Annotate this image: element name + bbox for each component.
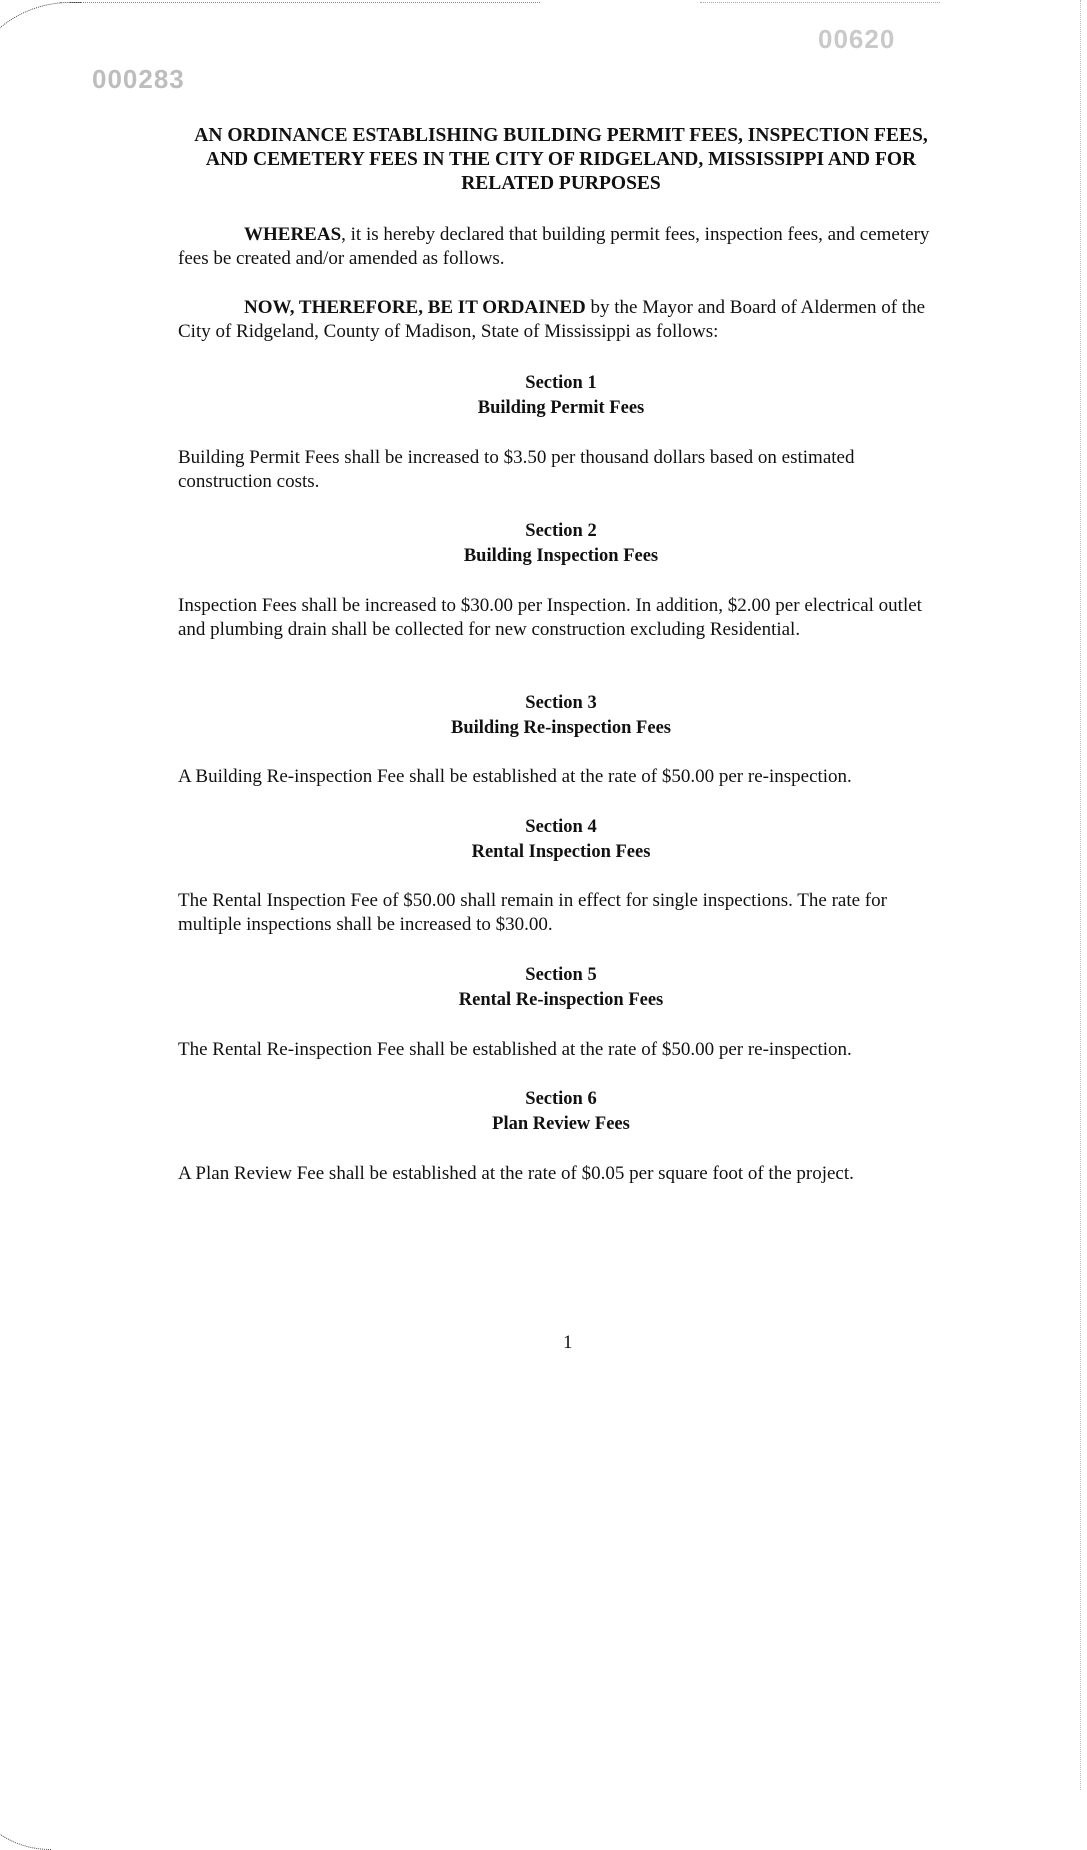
section-heading xyxy=(178,691,944,741)
section-title: Building Inspection Fees xyxy=(463,546,659,566)
section-title: Building Re-inspection Fees xyxy=(451,718,671,738)
section-number: Section 1 xyxy=(525,373,597,393)
section-number: Section 3 xyxy=(525,693,597,713)
section-heading xyxy=(178,963,944,1013)
page-number: 1 xyxy=(563,1332,573,1353)
section-body: A Plan Review Fee shall be established at the rate of $0.05 per square foot of the project. xyxy=(178,1163,854,1184)
section-title: Plan Review Fees xyxy=(492,1114,630,1134)
scan-page-corner xyxy=(0,2,81,123)
scan-page-corner xyxy=(0,1759,51,1850)
ordinance-title: AN ORDINANCE ESTABLISHING BUILDING PERMIT FEES, INSPECTION FEES, AND CEMETERY FEES IN THE CITY OF RIDGELAND, MISSISSIPPI AND FOR RELATED PURPOSES xyxy=(194,125,928,194)
whereas-paragraph xyxy=(178,223,944,271)
scan-edge xyxy=(700,2,940,3)
section-body: The Rental Inspection Fee of $50.00 shall remain in effect for single inspections. The rate for multiple inspections shall be increased to $30.00. xyxy=(178,890,887,935)
ordained-text: by the Mayor and Board of Aldermen of the City of Ridgeland, County of Madison, State of Mississippi as follows: xyxy=(178,297,926,342)
section-body: A Building Re-inspection Fee shall be established at the rate of $50.00 per re-inspection. xyxy=(178,766,852,787)
ordained-paragraph xyxy=(178,296,944,344)
scan-edge xyxy=(60,2,540,3)
section-title: Rental Inspection Fees xyxy=(471,842,651,862)
scan-edge xyxy=(1080,0,1081,1790)
section-body: Building Permit Fees shall be increased to $3.50 per thousand dollars based on estimated construction costs. xyxy=(178,447,855,492)
section-heading xyxy=(178,371,944,421)
section-number: Section 5 xyxy=(525,965,597,985)
whereas-lead: WHEREAS xyxy=(244,224,342,245)
section-title: Rental Re-inspection Fees xyxy=(458,990,664,1010)
section-title: Building Permit Fees xyxy=(477,398,645,418)
whereas-text: , it is hereby declared that building permit fees, inspection fees, and cemetery fees be created and/or amended as follows. xyxy=(178,224,930,269)
section-body: The Rental Re-inspection Fee shall be established at the rate of $50.00 per re-inspection. xyxy=(178,1039,852,1060)
section-body: Inspection Fees shall be increased to $30.00 per Inspection. In addition, $2.00 per electrical outlet and plumbing drain shall be collected for new construction excluding Residential. xyxy=(178,595,922,640)
document-stamp-number: 000283 xyxy=(92,64,185,94)
ordained-lead: NOW, THEREFORE, BE IT ORDAINED xyxy=(244,297,586,318)
section-number: Section 2 xyxy=(525,521,597,541)
section-heading xyxy=(178,1087,944,1137)
section-number: Section 4 xyxy=(525,817,597,837)
section-heading xyxy=(178,815,944,865)
section-number: Section 6 xyxy=(525,1089,597,1109)
section-heading xyxy=(178,519,944,569)
document-stamp-number: 00620 xyxy=(818,24,896,54)
